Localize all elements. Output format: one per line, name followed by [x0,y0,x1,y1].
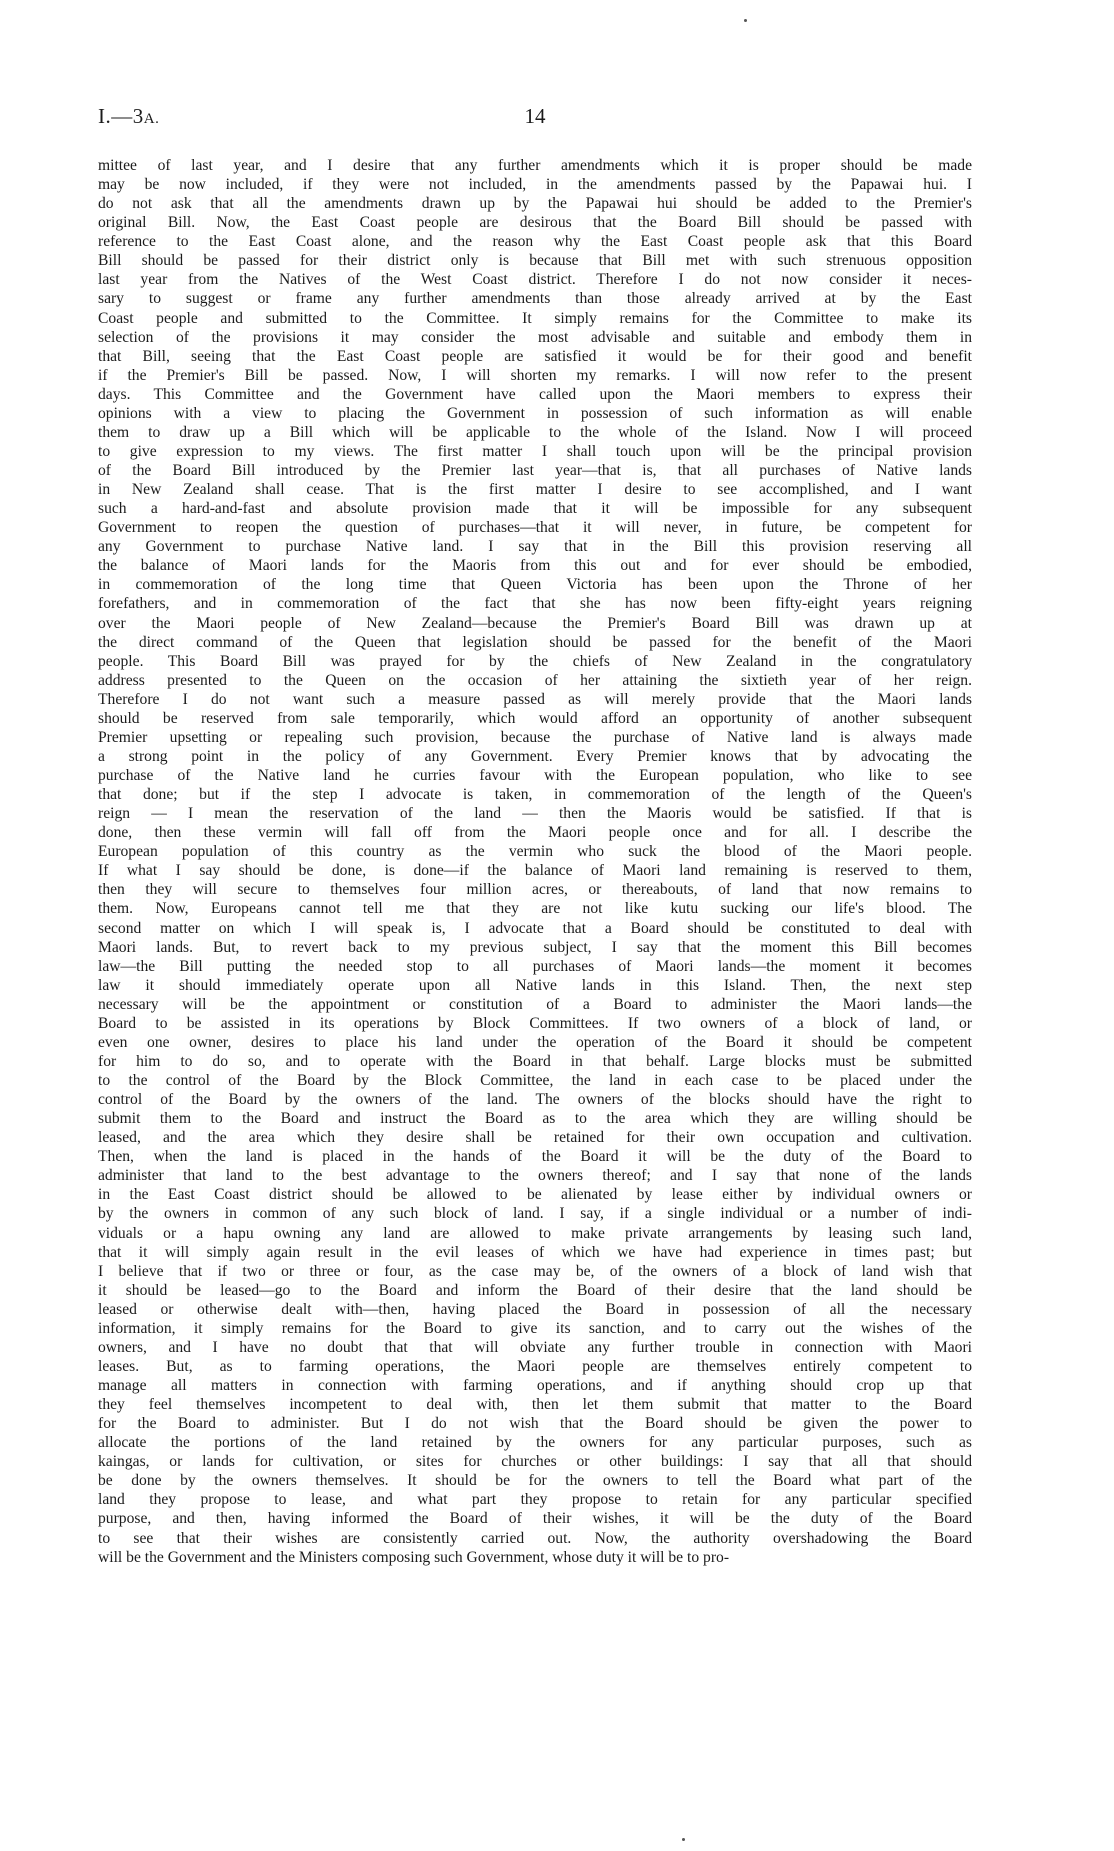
text-line: submit them to the Board and instruct the Board as to the area which they are willing should be [98,1110,972,1128]
text-line: it should be leased—go to the Board and inform the Board of their desire that the land should be [98,1281,972,1299]
text-line: people. This Board Bill was prayed for by the chiefs of New Zealand in the congratulatory [98,652,972,670]
text-line: control of the Board by the owners of the land. The owners of the blocks should have the right to [98,1091,972,1109]
text-line: that done; but if the step I advocate is taken, in commemoration of the length of the Queen's [98,786,972,804]
text-line: them to draw up a Bill which will be applicable to the whole of the Island. Now I will proceed [98,423,972,441]
page-number: 14 [524,104,546,128]
text-line: may be now included, if they were not included, in the amendments passed by the Papawai hui. I [98,176,972,194]
text-line: them. Now, Europeans cannot tell me that they are not like kutu sucking our life's blood. The [98,900,972,918]
text-line: in New Zealand shall cease. That is the first matter I desire to see accomplished, and I want [98,481,972,499]
text-line: land they propose to lease, and what part they propose to retain for any particular specified [98,1491,972,1509]
speck-mark [744,19,747,22]
text-line: original Bill. Now, the East Coast people are desirous that the Board Bill should be passed with [98,214,972,232]
document-reference-sub: A. [143,111,160,127]
text-line: the balance of Maori lands for the Maoris from this out and for ever should be embodied, [98,557,972,575]
text-line: leases. But, as to farming operations, the Maori people are themselves entirely competent to [98,1357,972,1375]
text-line: administer that land to the best advantage to the owners thereof; and I say that none of the lands [98,1167,972,1185]
text-line: Government to reopen the question of purchases—that it will never, in future, be competent for [98,519,972,537]
text-line: such a hard-and-fast and absolute provision made that it will be impossible for any subsequent [98,500,972,518]
text-line: reference to the East Coast alone, and the reason why the East Coast people ask that this Board [98,233,972,251]
text-line: European population of this country as the vermin who suck the blood of the Maori people. [98,843,972,861]
text-line: the direct command of the Queen that legislation should be passed for the benefit of the Maori [98,633,972,651]
text-line: then they will secure to themselves four million acres, or thereabouts, of land that now remains to [98,881,972,899]
text-line: address presented to the Queen on the occasion of her attaining the sixtieth year of her reign. [98,671,972,689]
text-line: Premier upsetting or repealing such provision, because the purchase of Native land is always made [98,728,972,746]
text-line: done, then these vermin will fall off from the Maori people once and for all. I describe the [98,824,972,842]
text-line: Then, when the land is placed in the hands of the Board it will be the duty of the Board to [98,1148,972,1166]
text-line: I believe that if two or three or four, as the case may be, of the owners of a block of land wish that [98,1262,972,1280]
text-line: law it should immediately operate upon all Native lands in this Island. Then, the next step [98,976,972,994]
text-line: last year from the Natives of the West Coast district. Therefore I do not now consider it neces- [98,271,972,289]
document-reference-main: I.—3 [98,104,144,128]
text-line: law—the Bill putting the needed stop to all purchases of Maori lands—the moment it becomes [98,957,972,975]
text-line: mittee of last year, and I desire that any further amendments which it is proper should be made [98,157,972,174]
text-line: kaingas, or lands for cultivation, or sites for churches or other buildings: I say that all that should [98,1453,972,1471]
text-line: purchase of the Native land he curries favour with the European population, who like to see [98,767,972,784]
text-line: of the Board Bill introduced by the Premier last year—that is, that all purchases of Native lands [98,462,972,479]
text-line: purpose, and then, having informed the Board of their wishes, it will be the duty of the Board [98,1510,972,1528]
text-line: necessary will be the appointment or constitution of a Board to administer the Maori lands—the [98,995,972,1013]
text-line: be done by the owners themselves. It should be for the owners to tell the Board what part of the [98,1472,972,1490]
text-line: to give expression to my views. The first matter I shall touch upon will be the principal provision [98,442,972,460]
body-text [98,156,972,1567]
text-line: over the Maori people of New Zealand—because the Premier's Board Bill was drawn up at [98,614,972,632]
text-line: sary to suggest or frame any further amendments than those already arrived at by the East [98,290,972,308]
text-line: Bill should be passed for their district only is because that Bill met with such strenuous opposition [98,252,972,270]
text-line: that Bill, seeing that the East Coast people are satisfied it would be for their good and benefit [98,347,972,365]
text-line: any Government to purchase Native land. I say that in the Bill this provision reserving all [98,538,972,556]
text-line: do not ask that all the amendments drawn up by the Papawai hui should be added to the Premier's [98,195,972,213]
text-line: manage all matters in connection with farming operations, and if anything should crop up that [98,1377,972,1394]
speck-mark [682,1838,685,1841]
text-line: leased or otherwise dealt with—then, having placed the Board in possession of all the necessary [98,1300,972,1318]
text-line: that it will simply again result in the evil leases of which we have had experience in times past; but [98,1243,972,1261]
text-line: should be reserved from sale temporarily, which would afford an opportunity of another subsequent [98,709,972,727]
text-line: leased, and the area which they desire shall be retained for their own occupation and cultivation. [98,1129,972,1147]
text-line: If what I say should be done, is done—if the balance of Maori land remaining is reserved to them, [98,862,972,880]
page-header [98,104,972,134]
text-line: even one owner, desires to place his land under the operation of the Board it should be competent [98,1033,972,1051]
text-line: allocate the portions of the land retained by the owners for any particular purposes, such as [98,1434,972,1452]
text-line: Board to be assisted in its operations by Block Committees. If two owners of a block of land, or [98,1014,972,1032]
text-line: information, it simply remains for the Board to give its sanction, and to carry out the wishes of the [98,1319,972,1337]
text-line: to see that their wishes are consistently carried out. Now, the authority overshadowing the Board [98,1529,972,1547]
text-line: opinions with a view to placing the Government in possession of such information as will enable [98,404,972,422]
text-line: for him to do so, and to operate with the Board in that behalf. Large blocks must be submitted [98,1052,972,1070]
text-line: to the control of the Board by the Block Committee, the land in each case to be placed under the [98,1072,972,1089]
text-line: Therefore I do not want such a measure passed as will merely provide that the Maori lands [98,690,972,708]
text-line: reign — I mean the reservation of the land — then the Maoris would be satisfied. If that is [98,805,972,823]
text-line: viduals or a hapu owning any land are allowed to make private arrangements by leasing such land, [98,1224,972,1242]
text-line: selection of the provisions it may consider the most advisable and suitable and embody them in [98,328,972,346]
text-line: forefathers, and in commemoration of the fact that she has now been fifty-eight years reigning [98,595,972,613]
text-line: Coast people and submitted to the Committee. It simply remains for the Committee to make its [98,309,972,327]
text-line: if the Premier's Bill be passed. Now, I will shorten my remarks. I will now refer to the present [98,366,972,384]
text-line: a strong point in the policy of any Government. Every Premier knows that by advocating the [98,747,972,765]
text-line: days. This Committee and the Government have called upon the Maori members to express their [98,385,972,403]
text-line: by the owners in common of any such block of land. I say, if a single individual or a number of indi- [98,1205,972,1223]
text-line: will be the Government and the Ministers composing such Government, whose duty it will be to pro- [98,1548,730,1566]
text-line: they feel themselves incompetent to deal with, then let them submit that matter to the Board [98,1396,972,1414]
text-line: Maori lands. But, to revert back to my previous subject, I say that the moment this Bill becomes [98,938,972,956]
text-line: in the East Coast district should be allowed to be alienated by lease either by individual owners or [98,1186,972,1204]
text-line: owners, and I have no doubt that that will obviate any further trouble in connection with Maori [98,1338,972,1356]
text-line: for the Board to administer. But I do not wish that the Board should be given the power to [98,1415,972,1433]
text-line: second matter on which I will speak is, I advocate that a Board should be constituted to deal with [98,919,972,937]
text-line: in commemoration of the long time that Queen Victoria has been upon the Throne of her [98,576,972,594]
